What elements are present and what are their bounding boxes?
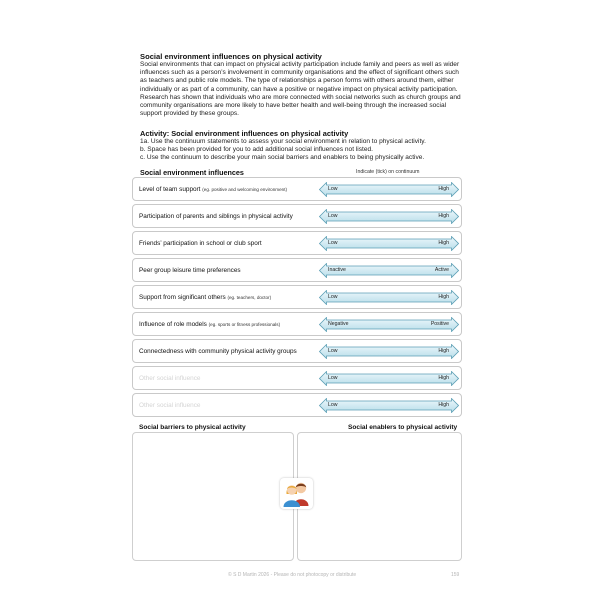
continuum-low-label: Inactive	[328, 267, 346, 273]
continuum-row-peer-leisure	[132, 258, 462, 282]
activity-title: Activity: Social environment influences on physical activity	[140, 129, 349, 138]
other-influence-input[interactable]: Other social influence	[139, 402, 201, 409]
section-title: Social environment influences on physical activity	[140, 52, 322, 61]
continuum-arrow[interactable]	[319, 236, 459, 251]
people-icon	[280, 478, 313, 509]
enablers-title: Social enablers to physical activity	[348, 424, 458, 431]
indicate-label: Indicate (tick) on continuum	[356, 169, 420, 175]
continuum-high-label: High	[438, 213, 449, 219]
row-label: Peer group leisure time preferences	[139, 267, 241, 274]
continuum-high-label: High	[438, 186, 449, 192]
activity-instructions	[140, 138, 470, 162]
continuum-low-label: Negative	[328, 321, 349, 327]
continuum-row-parents-siblings	[132, 204, 462, 228]
continuum-low-label: Low	[328, 186, 338, 192]
continuum-row-other-1	[132, 366, 462, 390]
continuum-low-label: Low	[328, 240, 338, 246]
continuum-arrow[interactable]	[319, 398, 459, 413]
instruction-b: b. Space has been provided for you to add additional social influences not listed.	[140, 146, 373, 154]
continuum-arrow[interactable]	[319, 317, 459, 332]
continuum-high-label: High	[438, 240, 449, 246]
continuum-high-label: High	[438, 375, 449, 381]
row-label: Influence of role models	[139, 321, 207, 328]
continuum-row-significant-others	[132, 285, 462, 309]
continuum-arrow[interactable]	[319, 371, 459, 386]
enablers-box[interactable]	[297, 432, 462, 561]
continuum-low-label: Low	[328, 294, 338, 300]
row-label: Level of team support	[139, 186, 201, 193]
continuum-high-label: High	[438, 402, 449, 408]
continuum-low-label: Low	[328, 348, 338, 354]
barriers-title: Social barriers to physical activity	[139, 424, 246, 431]
continuum-row-other-2	[132, 393, 462, 417]
instruction-c: c. Use the continuum to describe your main social barriers and enablers to being physically active.	[140, 154, 425, 162]
continuum-high-label: Positive	[430, 321, 449, 327]
row-note: (eg. positive and welcoming environment)	[202, 187, 288, 192]
continuum-arrow[interactable]	[319, 290, 459, 305]
instruction-1a: 1a. Use the continuum statements to assess your social environment in relation to physical activity.	[140, 138, 426, 145]
barriers-box[interactable]	[132, 432, 294, 561]
table-title: Social environment influences	[140, 168, 244, 177]
row-label: Connectedness with community physical activity groups	[139, 348, 297, 355]
continuum-row-role-models	[132, 312, 462, 336]
continuum-row-team-support	[132, 177, 462, 201]
footer-copyright: © S D Martin 2026 - Please do not photocopy or distribute	[228, 572, 357, 578]
row-note: (eg. teachers, doctor)	[227, 295, 272, 300]
continuum-high-label: High	[438, 348, 449, 354]
continuum-low-label: Low	[328, 375, 338, 381]
continuum-high-label: Active	[434, 267, 449, 273]
page-number: 159	[451, 572, 460, 578]
continuum-low-label: Low	[328, 402, 338, 408]
continuum-arrow[interactable]	[319, 182, 459, 197]
continuum-arrow[interactable]	[319, 209, 459, 224]
other-influence-input[interactable]: Other social influence	[139, 375, 201, 382]
continuum-arrow[interactable]	[319, 263, 459, 278]
continuum-arrow[interactable]	[319, 344, 459, 359]
continuum-row-community-groups	[132, 339, 462, 363]
row-note: (eg. sports or fitness professionals)	[208, 322, 281, 327]
continuum-high-label: High	[438, 294, 449, 300]
continuum-low-label: Low	[328, 213, 338, 219]
row-label: Support from significant others	[139, 294, 226, 301]
continuum-row-friends-participation	[132, 231, 462, 255]
row-label: Participation of parents and siblings in physical activity	[139, 213, 293, 220]
section-intro: Social environments that can impact on physical activity participation include family and peers as well as wider influences such as a person’s involvement in community organisations and the effect of significant others such as teachers and public role models. The type of relationships a person forms with others around them, either individually or as part of a community, can have a positive or negative impact on physical activity participation. Research has shown that individuals who are more connected with social networks such as church groups and community organisations are more likely to have better health and well-being through the increased social support provided by these groups.	[140, 61, 461, 118]
row-label: Friends’ participation in school or club sport	[139, 240, 262, 247]
